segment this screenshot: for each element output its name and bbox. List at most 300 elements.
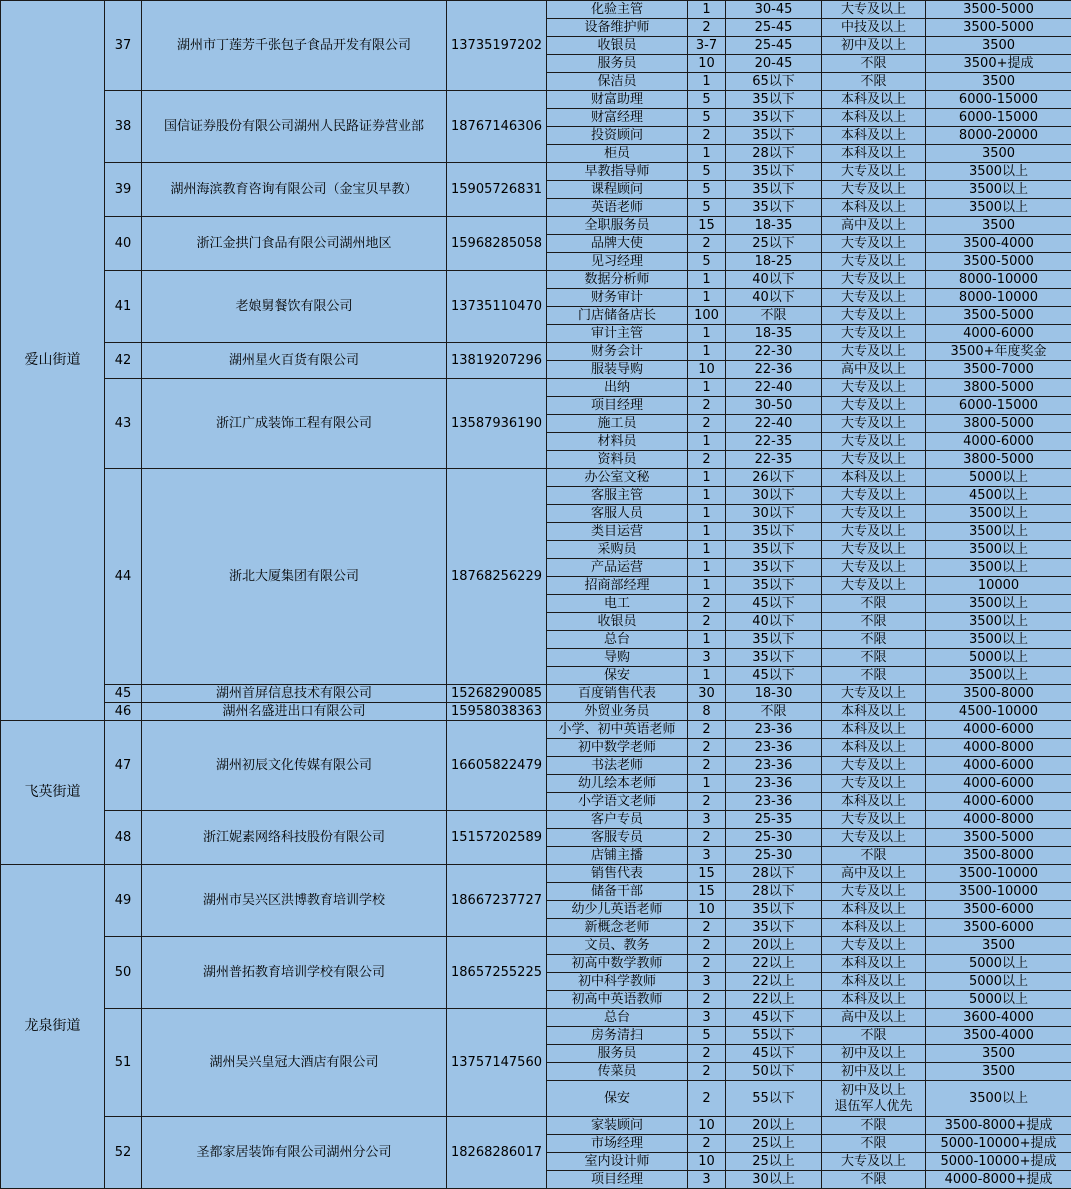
age-cell: 28以下: [726, 145, 822, 163]
position-cell: 传菜员: [547, 1063, 688, 1081]
phone-cell: 13735110470: [447, 271, 547, 343]
phone-cell: 15157202589: [447, 811, 547, 865]
count-cell: 1: [688, 775, 726, 793]
position-cell: 销售代表: [547, 865, 688, 883]
salary-cell: 3500-5000: [926, 829, 1071, 847]
salary-cell: 3500-5000: [926, 307, 1071, 325]
count-cell: 2: [688, 793, 726, 811]
age-cell: 65以下: [726, 73, 822, 91]
count-cell: 3: [688, 1171, 726, 1189]
count-cell: 2: [688, 451, 726, 469]
count-cell: 1: [688, 559, 726, 577]
age-cell: 20以上: [726, 1117, 822, 1135]
salary-cell: 3500: [926, 1063, 1071, 1081]
table-row: [1, 343, 1071, 361]
salary-cell: 4500以上: [926, 487, 1071, 505]
education-cell: 大专及以上: [822, 829, 926, 847]
salary-cell: 3500+年度奖金: [926, 343, 1071, 361]
education-cell: 大专及以上: [822, 1, 926, 19]
position-cell: 产品运营: [547, 559, 688, 577]
count-cell: 5: [688, 109, 726, 127]
street-cell: 龙泉街道: [1, 865, 105, 1189]
education-cell: 本科及以上: [822, 199, 926, 217]
company-no-cell: 44: [105, 469, 142, 685]
count-cell: 3: [688, 973, 726, 991]
phone-cell: 13587936190: [447, 379, 547, 469]
position-cell: 储备干部: [547, 883, 688, 901]
position-cell: 书法老师: [547, 757, 688, 775]
count-cell: 2: [688, 955, 726, 973]
count-cell: 1: [688, 541, 726, 559]
phone-cell: 15958038363: [447, 703, 547, 721]
salary-cell: 3500以上: [926, 595, 1071, 613]
company-no-cell: 37: [105, 1, 142, 91]
salary-cell: 10000: [926, 577, 1071, 595]
company-name-cell: 湖州普拓教育培训学校有限公司: [142, 937, 447, 1009]
age-cell: 25-45: [726, 37, 822, 55]
company-name-cell: 湖州初辰文化传媒有限公司: [142, 721, 447, 811]
company-no-cell: 49: [105, 865, 142, 937]
company-name-cell: 湖州吴兴皇冠大酒店有限公司: [142, 1009, 447, 1117]
street-cell: 飞英街道: [1, 721, 105, 865]
count-cell: 15: [688, 865, 726, 883]
company-no-cell: 51: [105, 1009, 142, 1117]
position-cell: 早教指导师: [547, 163, 688, 181]
education-cell: 高中及以上: [822, 217, 926, 235]
company-no-cell: 52: [105, 1117, 142, 1189]
count-cell: 2: [688, 415, 726, 433]
position-cell: 总台: [547, 631, 688, 649]
phone-cell: 15268290085: [447, 685, 547, 703]
education-cell: 中技及以上: [822, 19, 926, 37]
salary-cell: 3500以上: [926, 505, 1071, 523]
salary-cell: 4000-8000: [926, 739, 1071, 757]
age-cell: 28以下: [726, 883, 822, 901]
company-name-cell: 浙江金拱门食品有限公司湖州地区: [142, 217, 447, 271]
count-cell: 8: [688, 703, 726, 721]
salary-cell: 3500以上: [926, 1081, 1071, 1117]
salary-cell: 3500-7000: [926, 361, 1071, 379]
position-cell: 项目经理: [547, 1171, 688, 1189]
phone-cell: 18667237727: [447, 865, 547, 937]
education-cell: 大专及以上: [822, 271, 926, 289]
position-cell: 百度销售代表: [547, 685, 688, 703]
table-row: [1, 811, 1071, 829]
company-no-cell: 42: [105, 343, 142, 379]
age-cell: 30-45: [726, 1, 822, 19]
age-cell: 22-36: [726, 361, 822, 379]
salary-cell: 3800-5000: [926, 415, 1071, 433]
position-cell: 房务清扫: [547, 1027, 688, 1045]
age-cell: 18-35: [726, 217, 822, 235]
phone-cell: 15968285058: [447, 217, 547, 271]
salary-cell: 3500-6000: [926, 919, 1071, 937]
company-name-cell: 湖州名盛进出口有限公司: [142, 703, 447, 721]
age-cell: 22以上: [726, 991, 822, 1009]
position-cell: 数据分析师: [547, 271, 688, 289]
education-cell: 本科及以上: [822, 793, 926, 811]
position-cell: 保洁员: [547, 73, 688, 91]
count-cell: 2: [688, 919, 726, 937]
age-cell: 35以下: [726, 919, 822, 937]
position-cell: 保安: [547, 667, 688, 685]
salary-cell: 5000以上: [926, 991, 1071, 1009]
salary-cell: 3800-5000: [926, 379, 1071, 397]
position-cell: 设备维护师: [547, 19, 688, 37]
salary-cell: 3500-10000: [926, 883, 1071, 901]
position-cell: 化验主管: [547, 1, 688, 19]
position-cell: 服务员: [547, 1045, 688, 1063]
position-cell: 项目经理: [547, 397, 688, 415]
phone-cell: 13735197202: [447, 1, 547, 91]
salary-cell: 4000-8000+提成: [926, 1171, 1071, 1189]
count-cell: 1: [688, 667, 726, 685]
position-cell: 投资顾问: [547, 127, 688, 145]
education-cell: 大专及以上: [822, 325, 926, 343]
position-cell: 柜员: [547, 145, 688, 163]
count-cell: 1: [688, 145, 726, 163]
salary-cell: 3500-6000: [926, 901, 1071, 919]
company-no-cell: 48: [105, 811, 142, 865]
education-cell: 不限: [822, 73, 926, 91]
education-cell: 不限: [822, 1117, 926, 1135]
company-no-cell: 38: [105, 91, 142, 163]
age-cell: 35以下: [726, 649, 822, 667]
position-cell: 服装导购: [547, 361, 688, 379]
education-cell: 不限: [822, 1027, 926, 1045]
table-row: [1, 865, 1071, 883]
education-cell: 高中及以上: [822, 1009, 926, 1027]
company-name-cell: 湖州星火百货有限公司: [142, 343, 447, 379]
salary-cell: 5000以上: [926, 649, 1071, 667]
age-cell: 35以下: [726, 631, 822, 649]
position-cell: 见习经理: [547, 253, 688, 271]
position-cell: 招商部经理: [547, 577, 688, 595]
education-cell: 不限: [822, 649, 926, 667]
count-cell: 5: [688, 1027, 726, 1045]
company-no-cell: 39: [105, 163, 142, 217]
education-cell: 大专及以上: [822, 1153, 926, 1171]
table-row: [1, 703, 1071, 721]
count-cell: 2: [688, 1063, 726, 1081]
age-cell: 30以上: [726, 1171, 822, 1189]
education-cell: 本科及以上: [822, 901, 926, 919]
age-cell: 35以下: [726, 181, 822, 199]
education-cell: 大专及以上: [822, 757, 926, 775]
age-cell: 22以上: [726, 973, 822, 991]
salary-cell: 3500以上: [926, 199, 1071, 217]
salary-cell: 8000-10000: [926, 289, 1071, 307]
age-cell: 25-30: [726, 829, 822, 847]
count-cell: 1: [688, 289, 726, 307]
position-cell: 店铺主播: [547, 847, 688, 865]
count-cell: 2: [688, 1135, 726, 1153]
salary-cell: 3500以上: [926, 667, 1071, 685]
table-row: [1, 469, 1071, 487]
education-cell: 初中及以上: [822, 1063, 926, 1081]
phone-cell: 15905726831: [447, 163, 547, 217]
position-cell: 客服专员: [547, 829, 688, 847]
age-cell: 25-35: [726, 811, 822, 829]
education-cell: 本科及以上: [822, 973, 926, 991]
count-cell: 5: [688, 91, 726, 109]
position-cell: 初高中数学教师: [547, 955, 688, 973]
count-cell: 1: [688, 487, 726, 505]
salary-cell: 3500: [926, 937, 1071, 955]
position-cell: 资料员: [547, 451, 688, 469]
position-cell: 幼儿绘本老师: [547, 775, 688, 793]
count-cell: 2: [688, 19, 726, 37]
company-no-cell: 41: [105, 271, 142, 343]
company-name-cell: 浙江广成装饰工程有限公司: [142, 379, 447, 469]
education-cell: 大专及以上: [822, 163, 926, 181]
count-cell: 2: [688, 991, 726, 1009]
position-cell: 服务员: [547, 55, 688, 73]
phone-cell: 13757147560: [447, 1009, 547, 1117]
salary-cell: 4000-8000: [926, 811, 1071, 829]
count-cell: 3: [688, 649, 726, 667]
education-cell: 本科及以上: [822, 109, 926, 127]
position-cell: 总台: [547, 1009, 688, 1027]
age-cell: 22-35: [726, 451, 822, 469]
education-cell: 大专及以上: [822, 289, 926, 307]
salary-cell: 8000-10000: [926, 271, 1071, 289]
position-cell: 类目运营: [547, 523, 688, 541]
education-cell: 本科及以上: [822, 721, 926, 739]
salary-cell: 5000-10000+提成: [926, 1153, 1071, 1171]
salary-cell: 3500-5000: [926, 1, 1071, 19]
education-cell: 本科及以上: [822, 145, 926, 163]
count-cell: 2: [688, 1081, 726, 1117]
table-row: [1, 217, 1071, 235]
salary-cell: 3500-5000: [926, 253, 1071, 271]
count-cell: 3: [688, 811, 726, 829]
age-cell: 25以上: [726, 1153, 822, 1171]
table-row: [1, 1117, 1071, 1135]
education-cell: 大专及以上: [822, 541, 926, 559]
education-cell: 初中及以上 退伍军人优先: [822, 1081, 926, 1117]
position-cell: 室内设计师: [547, 1153, 688, 1171]
position-cell: 市场经理: [547, 1135, 688, 1153]
count-cell: 2: [688, 757, 726, 775]
age-cell: 18-25: [726, 253, 822, 271]
count-cell: 1: [688, 73, 726, 91]
count-cell: 2: [688, 397, 726, 415]
table-row: [1, 91, 1071, 109]
company-name-cell: 国信证券股份有限公司湖州人民路证券营业部: [142, 91, 447, 163]
count-cell: 1: [688, 1, 726, 19]
age-cell: 30以下: [726, 505, 822, 523]
count-cell: 100: [688, 307, 726, 325]
count-cell: 1: [688, 325, 726, 343]
table-row: [1, 685, 1071, 703]
count-cell: 1: [688, 523, 726, 541]
phone-cell: 16605822479: [447, 721, 547, 811]
company-no-cell: 45: [105, 685, 142, 703]
age-cell: 30以下: [726, 487, 822, 505]
education-cell: 大专及以上: [822, 811, 926, 829]
age-cell: 23-36: [726, 775, 822, 793]
salary-cell: 3500: [926, 145, 1071, 163]
age-cell: 40以下: [726, 271, 822, 289]
company-name-cell: 湖州海滨教育咨询有限公司（金宝贝早教）: [142, 163, 447, 217]
age-cell: 45以下: [726, 1009, 822, 1027]
company-no-cell: 47: [105, 721, 142, 811]
count-cell: 2: [688, 739, 726, 757]
count-cell: 10: [688, 1117, 726, 1135]
position-cell: 办公室文秘: [547, 469, 688, 487]
count-cell: 2: [688, 721, 726, 739]
table-row: [1, 721, 1071, 739]
age-cell: 22-40: [726, 415, 822, 433]
age-cell: 45以下: [726, 667, 822, 685]
age-cell: 25-30: [726, 847, 822, 865]
salary-cell: 4000-6000: [926, 775, 1071, 793]
position-cell: 客户专员: [547, 811, 688, 829]
phone-cell: 13819207296: [447, 343, 547, 379]
count-cell: 2: [688, 613, 726, 631]
count-cell: 10: [688, 55, 726, 73]
age-cell: 35以下: [726, 163, 822, 181]
salary-cell: 8000-20000: [926, 127, 1071, 145]
education-cell: 不限: [822, 1171, 926, 1189]
salary-cell: 4000-6000: [926, 721, 1071, 739]
position-cell: 财务审计: [547, 289, 688, 307]
position-cell: 初中数学老师: [547, 739, 688, 757]
count-cell: 1: [688, 271, 726, 289]
position-cell: 初高中英语教师: [547, 991, 688, 1009]
age-cell: 25以下: [726, 235, 822, 253]
position-cell: 出纳: [547, 379, 688, 397]
salary-cell: 5000以上: [926, 973, 1071, 991]
education-cell: 大专及以上: [822, 235, 926, 253]
education-cell: 本科及以上: [822, 469, 926, 487]
count-cell: 1: [688, 343, 726, 361]
street-cell: 爱山街道: [1, 1, 105, 721]
salary-cell: 4000-6000: [926, 757, 1071, 775]
count-cell: 1: [688, 505, 726, 523]
company-name-cell: 老娘舅餐饮有限公司: [142, 271, 447, 343]
education-cell: 大专及以上: [822, 181, 926, 199]
education-cell: 本科及以上: [822, 91, 926, 109]
position-cell: 电工: [547, 595, 688, 613]
age-cell: 26以下: [726, 469, 822, 487]
age-cell: 22-30: [726, 343, 822, 361]
position-cell: 财务会计: [547, 343, 688, 361]
salary-cell: 3500-10000: [926, 865, 1071, 883]
salary-cell: 3500以上: [926, 559, 1071, 577]
education-cell: 大专及以上: [822, 505, 926, 523]
salary-cell: 3500以上: [926, 163, 1071, 181]
salary-cell: 4500-10000: [926, 703, 1071, 721]
salary-cell: 3500以上: [926, 541, 1071, 559]
count-cell: 1: [688, 577, 726, 595]
table-row: [1, 379, 1071, 397]
salary-cell: 3500: [926, 217, 1071, 235]
education-cell: 大专及以上: [822, 559, 926, 577]
age-cell: 25-45: [726, 19, 822, 37]
age-cell: 35以下: [726, 901, 822, 919]
position-cell: 财富助理: [547, 91, 688, 109]
education-cell: 大专及以上: [822, 397, 926, 415]
salary-cell: 3500以上: [926, 181, 1071, 199]
company-no-cell: 46: [105, 703, 142, 721]
position-cell: 保安: [547, 1081, 688, 1117]
age-cell: 22-40: [726, 379, 822, 397]
phone-cell: 18268286017: [447, 1117, 547, 1189]
salary-cell: 5000以上: [926, 955, 1071, 973]
education-cell: 大专及以上: [822, 775, 926, 793]
education-cell: 大专及以上: [822, 307, 926, 325]
count-cell: 2: [688, 829, 726, 847]
salary-cell: 6000-15000: [926, 109, 1071, 127]
education-cell: 大专及以上: [822, 379, 926, 397]
count-cell: 5: [688, 253, 726, 271]
salary-cell: 3500+提成: [926, 55, 1071, 73]
salary-cell: 4000-6000: [926, 325, 1071, 343]
age-cell: 18-35: [726, 325, 822, 343]
age-cell: 20以上: [726, 937, 822, 955]
age-cell: 22-35: [726, 433, 822, 451]
count-cell: 3: [688, 1009, 726, 1027]
company-name-cell: 湖州市吴兴区洪博教育培训学校: [142, 865, 447, 937]
age-cell: 不限: [726, 703, 822, 721]
company-no-cell: 40: [105, 217, 142, 271]
age-cell: 23-36: [726, 721, 822, 739]
age-cell: 35以下: [726, 523, 822, 541]
education-cell: 本科及以上: [822, 703, 926, 721]
position-cell: 审计主管: [547, 325, 688, 343]
age-cell: 不限: [726, 307, 822, 325]
education-cell: 高中及以上: [822, 865, 926, 883]
education-cell: 不限: [822, 667, 926, 685]
education-cell: 大专及以上: [822, 523, 926, 541]
count-cell: 2: [688, 235, 726, 253]
salary-cell: 5000-10000+提成: [926, 1135, 1071, 1153]
age-cell: 55以下: [726, 1027, 822, 1045]
salary-cell: 4000-6000: [926, 433, 1071, 451]
table-row: [1, 163, 1071, 181]
age-cell: 22以上: [726, 955, 822, 973]
age-cell: 30-50: [726, 397, 822, 415]
salary-cell: 6000-15000: [926, 397, 1071, 415]
company-name-cell: 湖州首屏信息技术有限公司: [142, 685, 447, 703]
education-cell: 本科及以上: [822, 127, 926, 145]
education-cell: 高中及以上: [822, 361, 926, 379]
education-cell: 不限: [822, 847, 926, 865]
education-cell: 大专及以上: [822, 451, 926, 469]
count-cell: 30: [688, 685, 726, 703]
education-cell: 不限: [822, 55, 926, 73]
age-cell: 23-36: [726, 739, 822, 757]
position-cell: 文员、教务: [547, 937, 688, 955]
position-cell: 施工员: [547, 415, 688, 433]
education-cell: 大专及以上: [822, 883, 926, 901]
education-cell: 大专及以上: [822, 937, 926, 955]
salary-cell: 6000-15000: [926, 91, 1071, 109]
age-cell: 35以下: [726, 199, 822, 217]
position-cell: 课程顾问: [547, 181, 688, 199]
salary-cell: 3600-4000: [926, 1009, 1071, 1027]
education-cell: 不限: [822, 1135, 926, 1153]
company-name-cell: 浙江妮素网络科技股份有限公司: [142, 811, 447, 865]
education-cell: 本科及以上: [822, 919, 926, 937]
education-cell: 大专及以上: [822, 253, 926, 271]
age-cell: 40以下: [726, 289, 822, 307]
company-name-cell: 圣都家居装饰有限公司湖州分公司: [142, 1117, 447, 1189]
table-row: [1, 937, 1071, 955]
position-cell: 导购: [547, 649, 688, 667]
